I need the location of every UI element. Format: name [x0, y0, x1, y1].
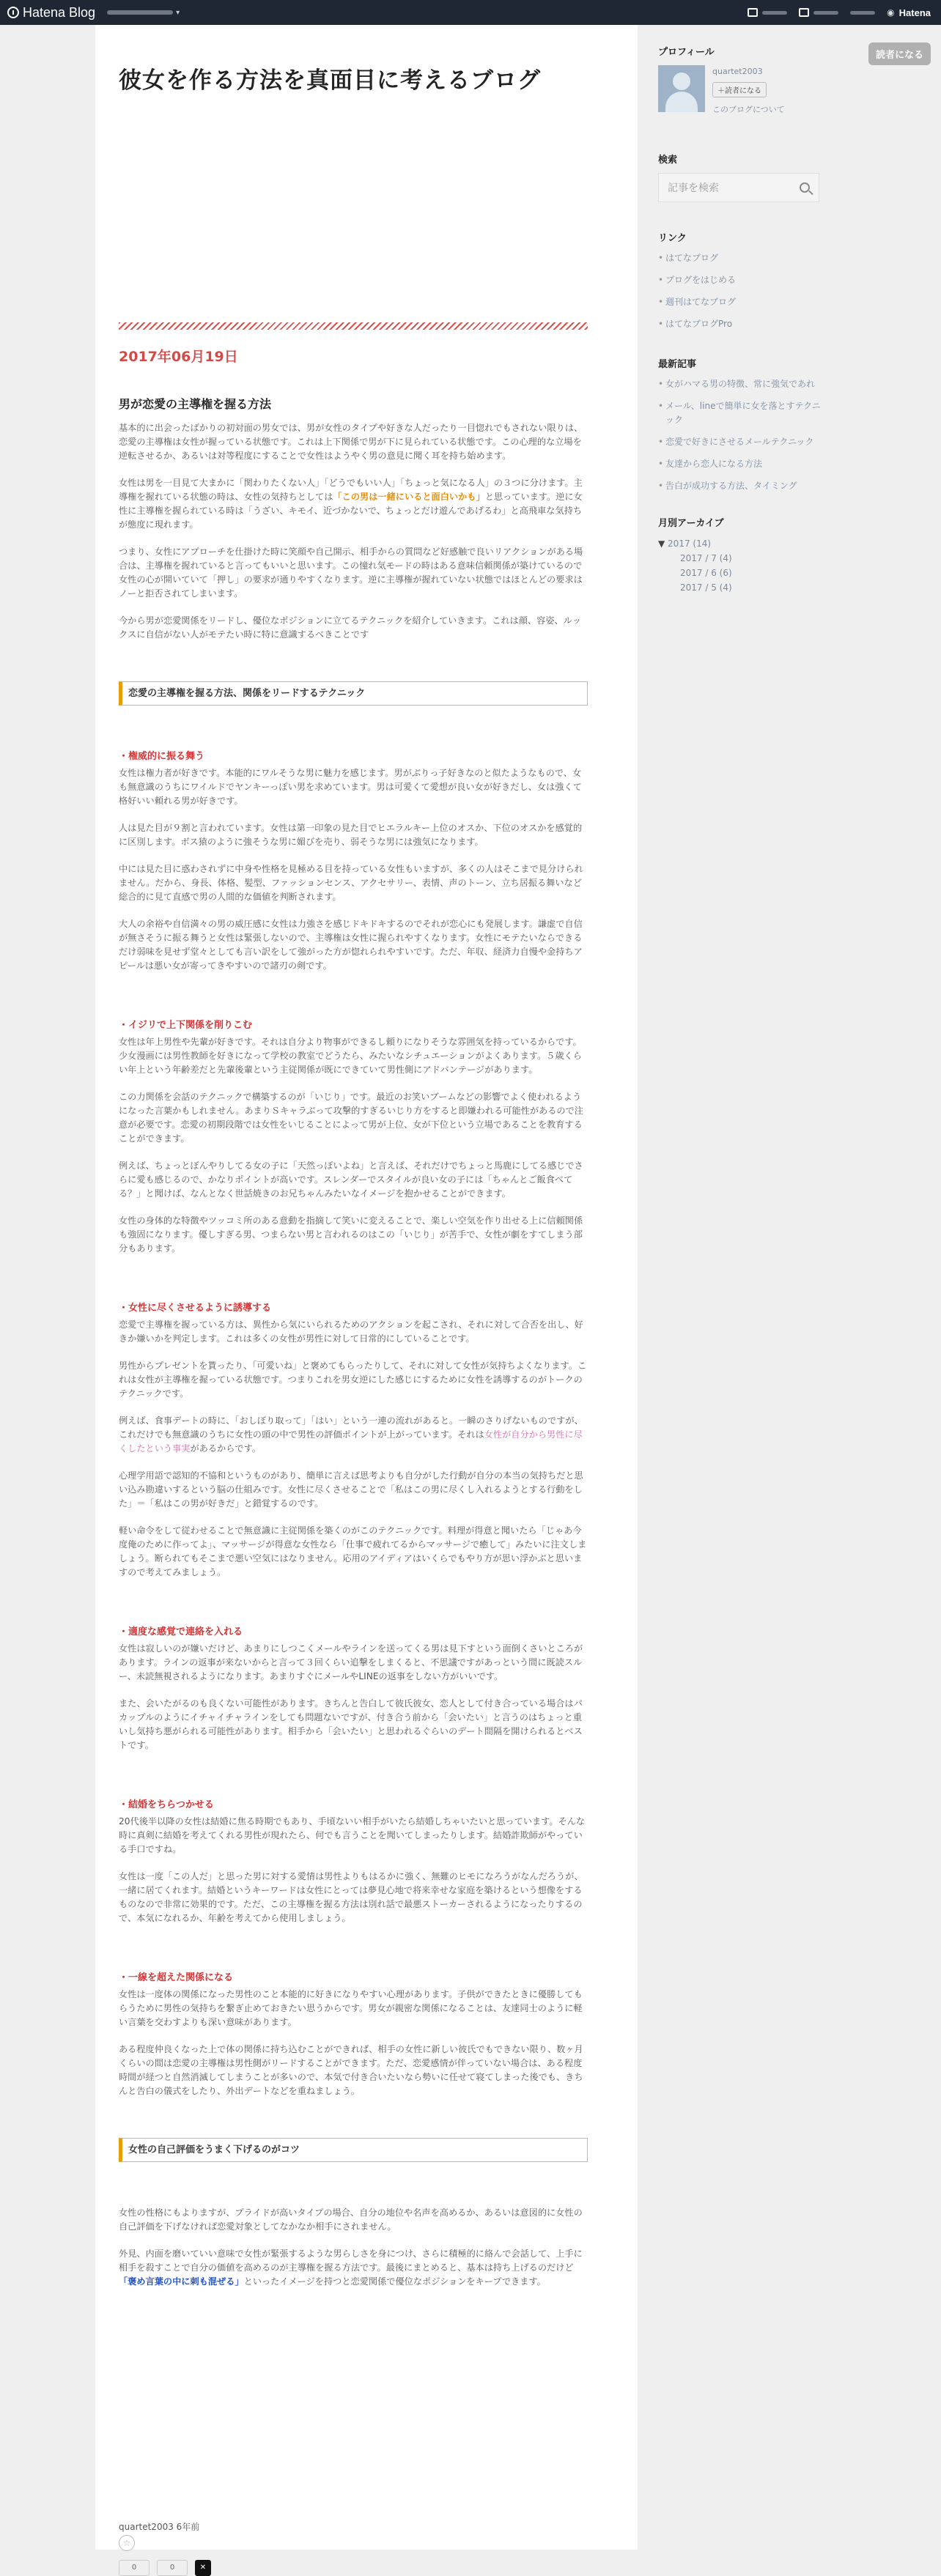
paragraph	[119, 1414, 588, 1456]
profile-module	[658, 44, 827, 115]
hatena-brand: Hatena	[898, 7, 931, 18]
item-block	[119, 1018, 588, 1256]
dashboard-button[interactable]	[799, 8, 838, 17]
paragraph: 男性からプレゼントを貰ったり、「可愛いね」と褒めてもらったりして、それに対して女性が気持ちよくなります。これは女性が主導権を握っている状態です。つまりこれを男女逆にした感じにするために女性を誘導するのがトークのテクニックです。	[119, 1361, 587, 1399]
share-count-box[interactable]: 0	[157, 2560, 188, 2576]
paragraph: 女性の身体的な特徴やツッコミ所のある意動を指摘して笑いに変えることで、楽しい空気を作り出せる上に信頼関係も強固になります。優しすぎる男、つまらない男と言われるのはこの「いじり」が苦手で、女性が劇をすてしまう部分もあります。	[119, 1215, 583, 1254]
paragraph: ある程度仲良くなった上で体の関係に持ち込むことができれば、相手の女性に新しい彼氏でもできない限り、数ヶ月くらいの間は恋愛の主導権は男性側がリードすることができます。ただ、恋愛感情が伴っていない場合は、ある程度時間が経つと自然消滅してしまうことが多いので、本気で付き合いたいなら勢いに任せて寝てしまった後でも、きちんと告白の儀式をしたり、外出デートなどを重ねましょう。	[119, 2044, 583, 2096]
sidebar-link[interactable]: • はてなブログ	[658, 251, 827, 265]
paragraph: 人は見た目が９割と言われています。女性は第一印象の見た目でヒエラルキー上位のオスか、下位のオスかを感覚的に区別します。ボス猿のように強そうな男に媚びを売り、弱そうな男には強気になります。	[119, 823, 583, 847]
text: 女性は男を一目見て大まかに「関わりたくない人」「どうでもいい人」「ちょっと気になる人」の３つに分けます。主導権を握れている状態の時は、女性の気持ちとしては	[119, 478, 583, 502]
blog-switcher-placeholder	[107, 10, 173, 15]
profile-subscribe-label: 読者になる	[725, 87, 761, 95]
recent-entry-link[interactable]: • 女がハマる男の特徴、常に強気であれ	[658, 377, 827, 391]
about-blog-link[interactable]: このブログについて	[712, 105, 785, 114]
sidebar-link[interactable]: • ブログをはじめる	[658, 273, 827, 287]
text: 例えば、食事デートの時に、「おしぼり取って」「はい」という一連の流れがあると。一瞬のさりげないものですが、これだけでも無意識のうちに女性の頭の中で男性の評価ポイントが上がっています。それは	[119, 1415, 583, 1440]
entry-body	[119, 397, 588, 2302]
highlight-text: 「褒め言葉の中に刺も混ぜる」	[119, 2276, 244, 2287]
dashboard-label-placeholder	[813, 11, 838, 15]
blog-content	[95, 25, 638, 2572]
recent-heading: 最新記事	[658, 359, 697, 370]
archive-heading: 月別アーカイブ	[658, 518, 724, 529]
item-block	[119, 1971, 588, 2098]
paragraph: 女性は権力者が好きです。本能的にワルそうな男に魅力を感じます。男がぶりっ子好きなのと似たようなもので、女も無意識のうちにワイルドでヤンキーっぽい男を求めています。男は可愛くて愛想が良い女が好きだし、女は強くて格好いい頼れる男が好きです。	[119, 768, 582, 806]
item-block	[119, 1625, 588, 1753]
item-block	[119, 1301, 588, 1580]
text: 外見、内面を磨いていい意味で女性が緊張するような男らしさを身につけ、さらに積極的に絡んで会話して、上手に相手を殺すことで自分の価値を高めるのが主導権を握る方法です。最後にまとめると、基本は持ち上げるのだけど	[119, 2249, 583, 2273]
paragraph	[119, 2247, 588, 2289]
paragraph: 女性は一度体の関係になった男性のこと本能的に好きになりやすい心理があります。子供ができたときに優勝してもらうために男性の気持ちを繋ぎ止めておきたい思うからです。男女が親密な関係になることは、友達同士のように軽い言葉を交わすよりも深い意味があります。	[119, 1989, 583, 2027]
title-divider	[119, 322, 588, 330]
recent-entry-link[interactable]: • 恋愛で好きにさせるメールテクニック	[658, 435, 827, 449]
chevron-down-icon: ▾	[176, 8, 180, 17]
archive-month-link[interactable]: 2017 / 7 (4)	[680, 553, 732, 563]
archive-month-link[interactable]: 2017 / 6 (6)	[680, 568, 732, 578]
blog-title[interactable]: 彼女を作る方法を真面目に考えるブログ	[119, 67, 541, 94]
write-button[interactable]	[748, 8, 787, 17]
profile-heading: プロフィール	[658, 47, 715, 58]
paragraph: また、会いたがるのも良くない可能性があります。きちんと告白して彼氏彼女、恋人として付き合っている場合はパカップルのようにイチャイチャラインをしても問題ないですが、付き合う前から「会いたい」と言うのはちょっと重いし気持ち悪がられる可能性があります。相手から「会いたい」と思われるぐらいのデート間隔を開けられるとベストです。	[119, 1698, 583, 1750]
archive-year-label: 2017 (14)	[668, 538, 712, 549]
star-icon[interactable]: ☆	[119, 2535, 135, 2551]
hatena-menu[interactable]	[887, 7, 931, 18]
article	[119, 66, 588, 2572]
highlight-text: 「この男は一緒にいると面白いかも」	[333, 492, 485, 502]
paragraph: 20代後半以降の女性は結婚に焦る時期でもあり、手頃ないい相手がいたら結婚しちゃいたいと思っています。そんな時に真剣に結婚を考えてくれる男性が現れたら、何でも言うことを聞いてしまったりします。結婚詐欺師がやっている手口ですね。	[119, 1816, 586, 1854]
search-input[interactable]	[658, 173, 819, 202]
recent-entry-link[interactable]: • 告白が成功する方法、タイミング	[658, 479, 827, 493]
share-count-box[interactable]: 0	[119, 2560, 150, 2576]
avatar[interactable]	[658, 65, 705, 112]
subscribe-button[interactable]: 読者になる	[868, 42, 931, 65]
dashboard-icon	[799, 8, 809, 17]
top-bar	[0, 0, 941, 25]
profile-name[interactable]: quartet2003	[712, 67, 763, 76]
hatena-icon: ◉	[887, 7, 895, 18]
more-label-placeholder	[850, 11, 875, 15]
recent-entries-module	[658, 356, 827, 493]
sidebar-link[interactable]: • 週刊はてなブログ	[658, 295, 827, 309]
more-menu[interactable]	[850, 11, 875, 15]
caret-down-icon: ▼	[658, 538, 668, 549]
paragraph: つまり、女性にアプローチを仕掛けた時に笑顔や自己開示、相手からの質問など好感触で良いリアクションがある場合は、主導権を握れていると言ってもいいと思います。この憧れ気モードの時はある意味信頼関係が築けているので女性の心が開いていて「押し」の要求が通りやすくなります。逆に主導権が握れていない状態ではほとんどの要求はノーと拒否されてしまいます。	[119, 547, 583, 599]
links-module	[658, 230, 827, 331]
item-block	[119, 1798, 588, 1925]
hatena-logo-icon	[7, 7, 19, 18]
text: があるからです。	[190, 1443, 261, 1454]
archive-month-link[interactable]: 2017 / 5 (4)	[680, 582, 732, 593]
paragraph: 女性の性格にもよりますが、プライドが高いタイプの場合、自分の地位や名声を高めるか、あるいは意図的に女性の自己評価を下げなければ恋愛対象としてなかなか相手にされません。	[119, 2207, 583, 2232]
item-title: ・権威的に振る舞う	[119, 751, 205, 762]
section-heading: 女性の自己評価をうまく下げるのがコツ	[119, 2138, 588, 2162]
paragraph: 女性は一度「この人だ」と思った男に対する愛情は男性よりもはるかに強く、無難のヒモになろうがなんだろうが、一緒に居てくれます。結婚というキーワードは女性にとっては夢見心地で将来幸せな家庭を築けるという想像をするものなので非常に効果的です。ただ、この主導権を握る方法は別れ話で最悪ストーカーされるようになったりするので、本気になれるか、年齢を考えてから使用しましょう。	[119, 1871, 583, 1923]
sidebar-link[interactable]: • はてなブログPro	[658, 317, 827, 331]
paragraph: 中には見た目に惑わされずに中身や性格を見極める目を持っている女性もいますが、多くの人はそこまで見分けられません。だから、身長、体格、髪型、ファッションセンス、アクセサリー、表情、声のトーン、立ち居振る舞いなど総合的に見て直感で男の人間的な価値を判断されます。	[119, 864, 583, 902]
item-title: ・一線を超えた関係になる	[119, 1972, 234, 1983]
text: といったイメージを持つと恋愛関係で優位なポジションをキープできます。	[243, 2276, 546, 2287]
write-label-placeholder	[762, 11, 787, 15]
sidebar	[658, 44, 827, 595]
entry-heading[interactable]: 男が恋愛の主導権を握る方法	[119, 397, 272, 411]
paragraph: 軽い命令をして従わせることで無意識に主従関係を築くのがこのテクニックです。料理が得意と聞いたら「じゃあ今度俺のために作ってよ」、マッサージが得意な女性なら「仕事で疲れてるからマッサージで癒して」みたいに注文しましょう。断られてもそこまで悪い空気にはなりません。応用のアイディアはいくらでもやり方が思い浮かぶと思いますので考えてみましょう。	[119, 1525, 587, 1577]
x-share-icon[interactable]: ✕	[195, 2560, 211, 2576]
item-title: ・適度な感覚で連絡を入れる	[119, 1626, 243, 1637]
item-title: ・結婚をちらつかせる	[119, 1799, 214, 1810]
paragraph: この力関係を会話のテクニックで構築するのが「いじり」です。最近のお笑いブームなどの影響でよく使われるようになった言葉かもしれません。あまりＳキャラぶって攻撃的すぎるいじり方をすると即嫌われる可能性があるので注意が必要です。恋愛の初期段階では女性をいじることによって男が上位、女が下位という立場であることを教育することができます。	[119, 1092, 583, 1144]
paragraph: 例えば、ちょっとぼんやりしてる女の子に「天然っぽいよね」と言えば、それだけでちょっと馬鹿にしてる感じでさらに愛も感じるので、かなりポイントが高いです。スレンダーでスタイルが良い女の子には「ちゃんとご飯食べてる？」と聞けば、なんとなく世話焼きのお兄ちゃんみたいなイメージを抱かせることができます。	[119, 1161, 583, 1199]
search-module	[658, 152, 827, 202]
search-heading: 検索	[658, 155, 678, 166]
paragraph: 恋愛で主導権を握っている方は、異性から気にいられるためのアクションを起こされ、それに対して合否を出し、好きか嫌いかを判定します。これは多くの女性が男性に対して日常的にしていることです。	[119, 1320, 583, 1344]
hatena-blog-logo[interactable]	[7, 5, 95, 21]
pencil-icon	[748, 8, 758, 17]
archive-year[interactable]	[658, 536, 827, 551]
entry-footer	[119, 2520, 207, 2572]
text: と思っています。逆に女性に主導権を握られている時は「うざい、キモイ、近づかないで、ちょっとだけ遊んであげるわ」と高飛車な気持ちが態度に現れます。	[119, 492, 583, 530]
recent-entry-link[interactable]: • メール、lineで簡単に女を落とすテクニック	[658, 399, 827, 427]
archive-module	[658, 515, 827, 595]
links-heading: リンク	[658, 233, 687, 244]
paragraph: 基本的に出会ったばかりの初対面の男女では、男が女性のタイプや好きな人だったり一目惚れでもされない限りは、恋愛の主導権は女性が握っている状態です。これは上下関係で男が下に見られている状態です。この心理的な立場を逆転させるか、あるいは対等程度にすることで女性はようやく男の意見に聞く耳を持ち始めます。	[119, 423, 583, 461]
paragraph: 女性は寂しいのが嫌いだけど、あまりにしつこくメールやラインを送ってくる男は見下すという面倒くさいところがあります。ラインの返事が来ないからと言って３回くらい追撃をしまくると、不思議ですがあっという間に既読スルー、未読無視されるようになります。あまりすぐにメールやLINEの返事をしない方がいいです。	[119, 1643, 583, 1681]
profile-subscribe-button[interactable]	[712, 82, 767, 97]
paragraph: 女性は年上男性や先輩が好きです。それは自分より物事ができるし頼りになりそうな雰囲気を持っているからです。少女漫画には男性教師を好きになって学校の教室でどうたら、みたいなシチュエーションがよくあります。５歳くらい年上という年齢差だと先輩後輩という主従関係が既にできていて男性側にアドバンテージがあります。	[119, 1037, 582, 1075]
item-title: ・女性に尽くさせるように誘導する	[119, 1303, 272, 1314]
blog-switcher[interactable]	[107, 9, 180, 17]
author-line[interactable]: quartet2003 6年前	[119, 2522, 200, 2532]
item-block	[119, 750, 588, 973]
entry-date[interactable]: 2017年06月19日	[119, 349, 238, 365]
logo-text: Hatena Blog	[23, 4, 96, 20]
recent-entry-link[interactable]: • 友達から恋人になる方法	[658, 457, 827, 471]
plus-icon: ＋	[717, 87, 725, 95]
highlight-text: 女性が自分から男性に尽くしたという事実	[119, 1429, 583, 1454]
paragraph: 大人の余裕や自信満々の男の威圧感に女性は力強さを感じドキドキするのでそれが恋心にも発展します。謙虚で自信が無さそうに振る舞うと女性は緊張しないので、主導権は女性に握られやすくなります。女性にモテたいならできるだけ弱味を見せず堂々としても言い訳をして強がった方が惚れられやすいです。ただ、年収、経済力自慢や金持ちアピールは悪い女が寄ってきやすいので諸刃の剣です。	[119, 919, 583, 971]
section-heading: 恋愛の主導権を握る方法、関係をリードするテクニック	[119, 681, 588, 706]
paragraph: 今から男が恋愛関係をリードし、優位なポジションに立てるテクニックを紹介していきます。これは顔、容姿、ルックスに自信がない人がモテたい時に特に意識するべきことです	[119, 615, 582, 640]
search-placeholder: 記事を検索	[668, 182, 719, 194]
paragraph	[119, 476, 588, 532]
paragraph: 心理学用語で認知的不協和というものがあり、簡単に言えば思考よりも自分がした行動が自分の本当の気持ちだと思い込み勘違いするという脳の仕組みです。女性に尽くさせることで「私はこの男に尽くし入れるようとする行動をした」＝「私はこの男が好きだ」と錯覚するのです。	[119, 1470, 583, 1509]
search-icon[interactable]	[800, 182, 810, 193]
item-title: ・イジリで上下関係を削りこむ	[119, 1020, 253, 1031]
